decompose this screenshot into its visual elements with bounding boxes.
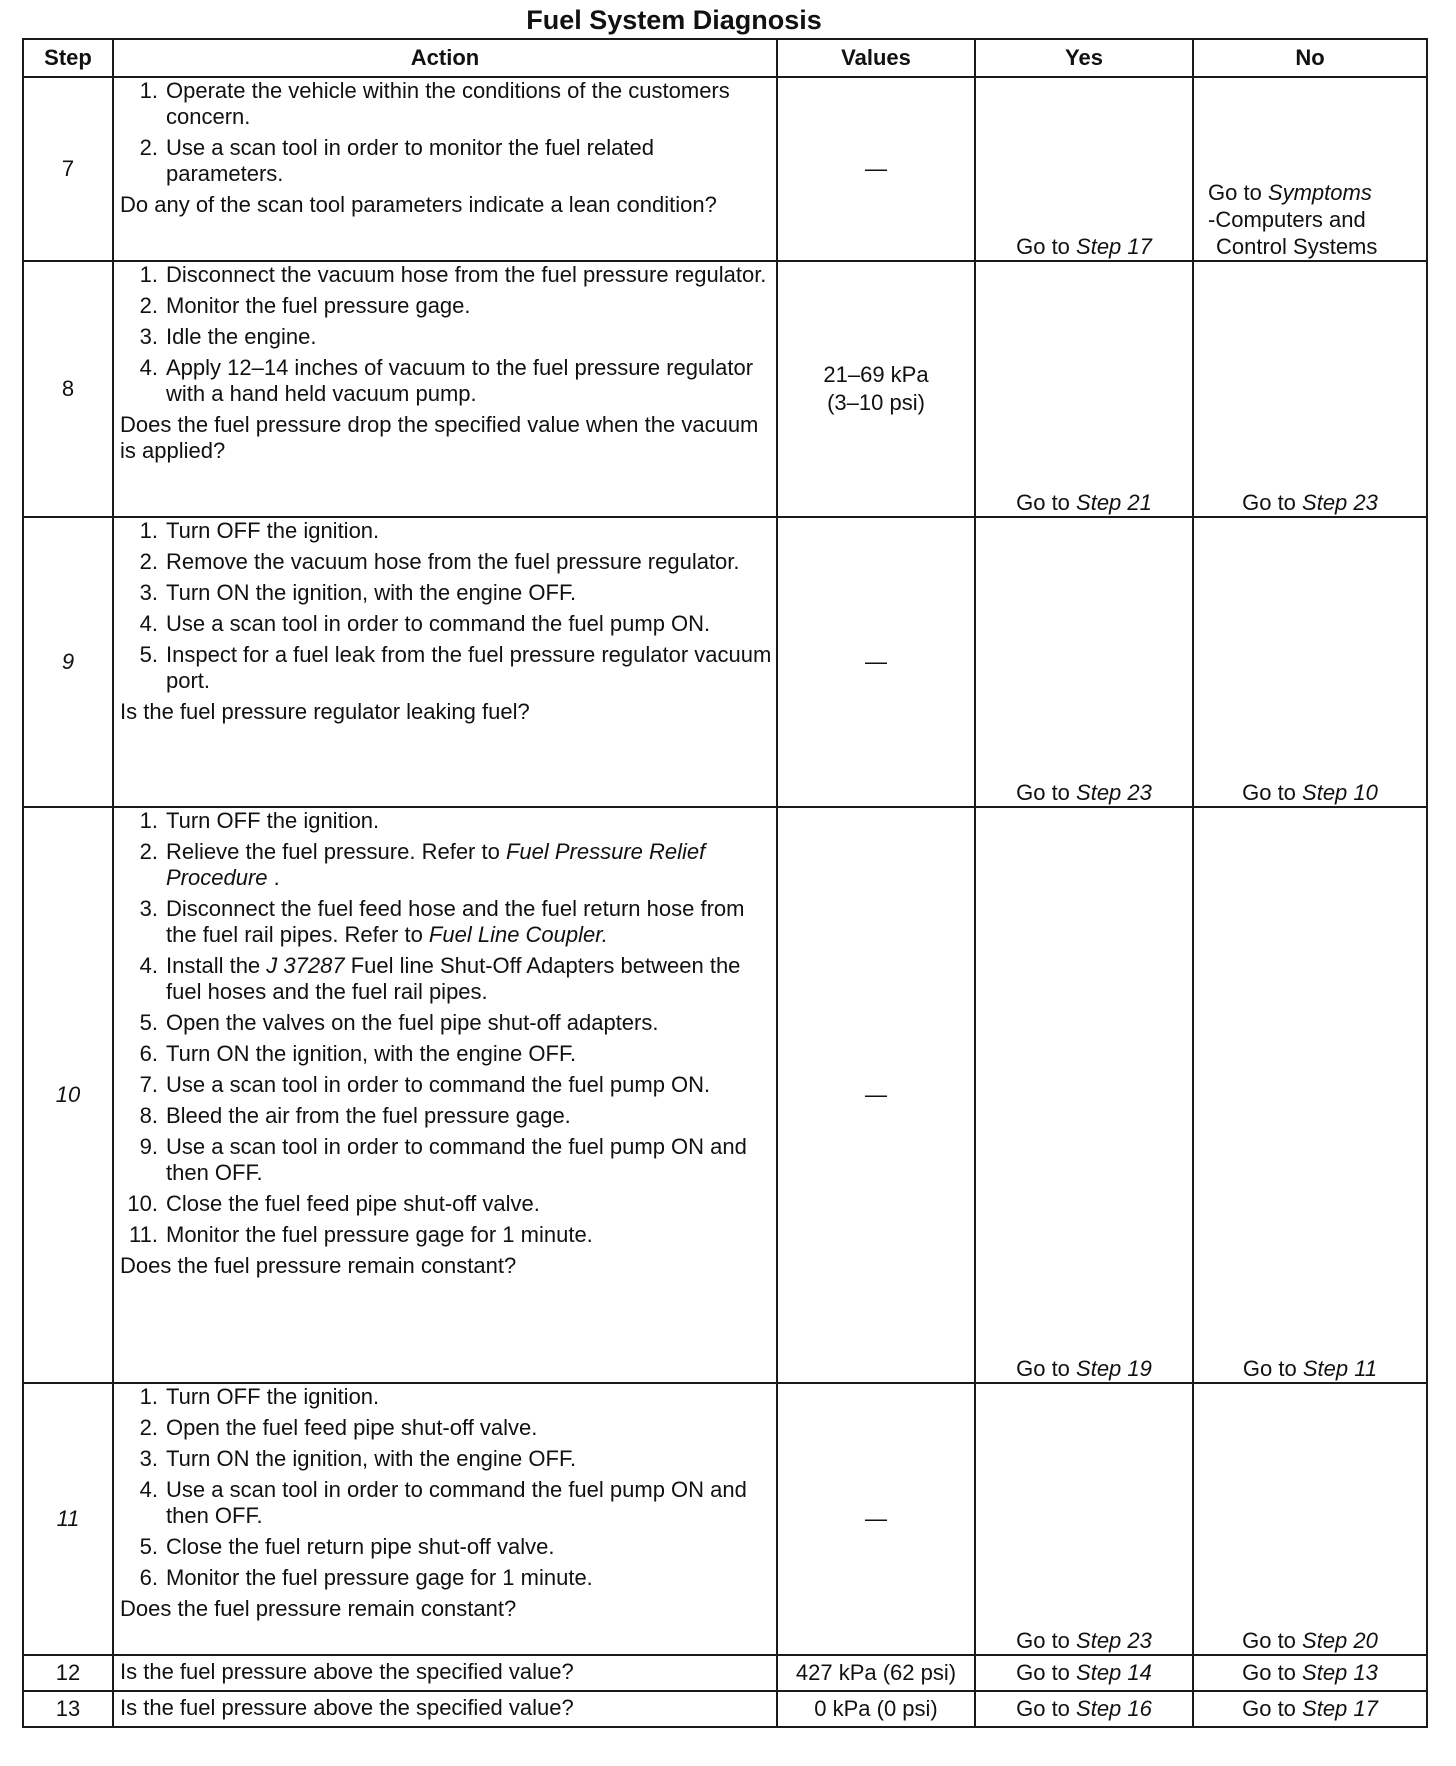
item-text-end: . (267, 865, 280, 890)
list-item (114, 1103, 776, 1129)
item-text: Disconnect the vacuum hose from the fuel pressure regulator. (166, 262, 767, 287)
item-text: Install the (166, 953, 267, 978)
goto-text: Go to (1016, 1628, 1077, 1653)
action-cell (113, 1383, 777, 1655)
step-reference[interactable]: Step 11 (1302, 1356, 1378, 1381)
table-row (23, 1383, 1427, 1655)
item-text: Apply 12–14 inches of vacuum to the fuel pressure regulator with a hand held vacuum pump. (166, 355, 754, 406)
question-text: Does the fuel pressure remain constant? (120, 1253, 517, 1278)
list-item (114, 355, 776, 407)
item-number: 5. (139, 642, 158, 667)
table-row (23, 1691, 1427, 1727)
item-text: Operate the vehicle within the conditions of the customers concern. (166, 78, 730, 129)
item-number: 4. (139, 611, 158, 636)
item-text: Open the valves on the fuel pipe shut-off adapters. (166, 1010, 659, 1035)
no-cell (1193, 1383, 1427, 1655)
goto-text: Go to (1016, 1696, 1077, 1721)
list-item (114, 1415, 776, 1441)
item-text: Turn ON the ignition, with the engine OFF. (166, 1041, 577, 1066)
table-row (23, 77, 1427, 261)
item-number: 7. (139, 1072, 158, 1097)
list-item (114, 642, 776, 694)
item-number: 1. (139, 808, 158, 833)
item-text: Relieve the fuel pressure. Refer to (166, 839, 506, 864)
item-number: 6. (139, 1565, 158, 1590)
item-number: 1. (139, 518, 158, 543)
step-number: 9 (23, 517, 113, 807)
item-number: 5. (139, 1534, 158, 1559)
table-row (23, 1655, 1427, 1691)
goto-text: Go to (1242, 490, 1303, 515)
list-item (114, 808, 776, 834)
item-number: 3. (139, 324, 158, 349)
values-cell: 0 kPa (0 psi) (777, 1691, 975, 1727)
action-cell (113, 517, 777, 807)
goto-text: Go to (1242, 780, 1303, 805)
action-cell (113, 807, 777, 1383)
list-item (114, 1134, 776, 1186)
values-cell: — (777, 77, 975, 261)
header-action: Action (113, 39, 777, 77)
action-list (114, 518, 776, 694)
action-list (114, 262, 776, 407)
action-list (114, 78, 776, 187)
list-item (114, 1477, 776, 1529)
list-item (114, 135, 776, 187)
action-list (114, 808, 776, 1248)
action-list (114, 1384, 776, 1591)
values-cell (777, 261, 975, 517)
table-row (23, 517, 1427, 807)
question-text: Does the fuel pressure drop the specified value when the vacuum is applied? (120, 412, 759, 463)
goto-text: Go to (1242, 1660, 1303, 1685)
yes-cell (975, 517, 1193, 807)
item-text: Open the fuel feed pipe shut-off valve. (166, 1415, 538, 1440)
header-no: No (1193, 39, 1427, 77)
action-cell (113, 77, 777, 261)
item-number: 4. (139, 1477, 158, 1502)
list-item (114, 1191, 776, 1217)
no-cell (1193, 517, 1427, 807)
step-reference[interactable]: Step 13 (1302, 1660, 1378, 1685)
item-text: Use a scan tool in order to command the fuel pump ON and then OFF. (166, 1134, 747, 1185)
item-text: Disconnect the fuel feed hose and the fuel return hose from the fuel rail pipes. Refer to (166, 896, 745, 947)
step-number: 10 (23, 807, 113, 1383)
item-text: Turn OFF the ignition. (166, 1384, 380, 1409)
item-text: Use a scan tool in order to command the fuel pump ON. (166, 611, 711, 636)
list-item (114, 953, 776, 1005)
tool-reference[interactable]: J 37287 (266, 953, 345, 978)
yes-cell (975, 807, 1193, 1383)
list-item (114, 611, 776, 637)
item-number: 3. (139, 896, 158, 921)
step-reference[interactable]: Step 23 (1076, 1628, 1152, 1653)
list-item (114, 78, 776, 130)
item-number: 2. (139, 1415, 158, 1440)
item-number: 2. (139, 839, 158, 864)
item-number: 3. (139, 580, 158, 605)
values-cell: 427 kPa (62 psi) (777, 1655, 975, 1691)
item-text: Use a scan tool in order to command the fuel pump ON. (166, 1072, 711, 1097)
header-values: Values (777, 39, 975, 77)
item-number: 2. (139, 549, 158, 574)
item-number: 8. (139, 1103, 158, 1128)
question-text: Is the fuel pressure regulator leaking fuel? (120, 699, 530, 724)
item-number: 11. (129, 1222, 158, 1247)
step-reference[interactable]: Step 23 (1076, 780, 1152, 805)
item-text: Monitor the fuel pressure gage. (166, 293, 471, 318)
goto-text: Go to (1242, 1696, 1303, 1721)
item-number: 1. (139, 1384, 158, 1409)
goto-text: Go to (1242, 1356, 1303, 1381)
step-reference[interactable]: Step 16 (1076, 1696, 1152, 1721)
header-row (23, 39, 1427, 77)
yes-cell (975, 1691, 1193, 1727)
values-cell: — (777, 807, 975, 1383)
step-reference[interactable]: Step 14 (1076, 1660, 1152, 1685)
item-text: Monitor the fuel pressure gage for 1 minute. (166, 1222, 593, 1247)
item-text: Turn ON the ignition, with the engine OFF. (166, 1446, 577, 1471)
yes-cell (975, 1655, 1193, 1691)
step-number: 12 (23, 1655, 113, 1691)
item-text: Remove the vacuum hose from the fuel pressure regulator. (166, 549, 740, 574)
step-number: 7 (23, 77, 113, 261)
value-kpa: 21–69 kPa (823, 362, 929, 387)
list-item (114, 293, 776, 319)
item-text: Use a scan tool in order to command the fuel pump ON and then OFF. (166, 1477, 747, 1528)
values-cell: — (777, 1383, 975, 1655)
no-cell (1193, 261, 1427, 517)
item-text: Turn OFF the ignition. (166, 808, 380, 833)
action-cell (113, 1655, 777, 1691)
question-text: Is the fuel pressure above the specified value? (120, 1695, 574, 1720)
goto-text: Go to (1016, 1356, 1077, 1381)
step-reference[interactable]: Step 10 (1302, 780, 1378, 805)
table-row (23, 261, 1427, 517)
item-number: 9. (139, 1134, 158, 1159)
procedure-reference[interactable]: Fuel Pressure Relief Procedure (166, 839, 706, 890)
page-title: Fuel System Diagnosis (526, 5, 822, 35)
list-item (114, 549, 776, 575)
procedure-reference[interactable]: Fuel Line Coupler. (428, 922, 608, 947)
goto-text: Go to (1016, 780, 1077, 805)
item-number: 5. (139, 1010, 158, 1035)
item-number: 3. (139, 1446, 158, 1471)
step-number: 11 (23, 1383, 113, 1655)
item-number: 1. (139, 262, 158, 287)
item-number: 10. (127, 1191, 158, 1216)
list-item (114, 1222, 776, 1248)
list-item (114, 1384, 776, 1410)
list-item (114, 1072, 776, 1098)
item-text: Idle the engine. (166, 324, 317, 349)
action-cell (113, 1691, 777, 1727)
step-number: 8 (23, 261, 113, 517)
list-item (114, 1010, 776, 1036)
item-number: 2. (139, 135, 158, 160)
step-reference[interactable]: Step 19 (1076, 1356, 1152, 1381)
item-text: Monitor the fuel pressure gage for 1 minute. (166, 1565, 593, 1590)
list-item (114, 1565, 776, 1591)
list-item (114, 262, 776, 288)
no-cell (1193, 807, 1427, 1383)
list-item (114, 839, 776, 891)
item-text: Inspect for a fuel leak from the fuel pressure regulator vacuum port. (166, 642, 772, 693)
item-text: Close the fuel feed pipe shut-off valve. (166, 1191, 540, 1216)
list-item (114, 896, 776, 948)
no-cell (1193, 77, 1427, 261)
list-item (114, 1446, 776, 1472)
list-item (114, 1534, 776, 1560)
step-reference[interactable]: Step 21 (1076, 490, 1152, 515)
question-text: Is the fuel pressure above the specified value? (120, 1659, 574, 1684)
yes-cell (975, 261, 1193, 517)
header-yes: Yes (975, 39, 1193, 77)
item-text: Turn ON the ignition, with the engine OFF. (166, 580, 577, 605)
table-row (23, 807, 1427, 1383)
goto-text: Go to (1242, 1628, 1303, 1653)
list-item (114, 1041, 776, 1067)
step-reference[interactable]: Step 20 (1302, 1628, 1378, 1653)
value-psi: (3–10 psi) (827, 390, 925, 415)
header-step: Step (23, 39, 113, 77)
item-text: Close the fuel return pipe shut-off valve. (166, 1534, 555, 1559)
yes-cell (975, 1383, 1193, 1655)
reference-line: Control Systems (1216, 234, 1378, 259)
item-number: 4. (139, 355, 158, 380)
no-cell (1193, 1655, 1427, 1691)
item-number: 1. (139, 78, 158, 103)
reference-line: -Computers and (1208, 207, 1366, 232)
item-number: 2. (139, 293, 158, 318)
diagnosis-table (22, 38, 1428, 1728)
goto-text: Go to (1016, 490, 1077, 515)
step-reference[interactable]: Step 23 (1302, 490, 1378, 515)
step-reference[interactable]: Step 17 (1302, 1696, 1378, 1721)
step-number: 13 (23, 1691, 113, 1727)
goto-text: Go to (1016, 234, 1077, 259)
step-reference[interactable]: Step 17 (1076, 234, 1152, 259)
item-number: 6. (139, 1041, 158, 1066)
item-number: 4. (139, 953, 158, 978)
question-text: Does the fuel pressure remain constant? (120, 1596, 517, 1621)
no-cell (1193, 1691, 1427, 1727)
list-item (114, 518, 776, 544)
yes-cell (975, 77, 1193, 261)
list-item (114, 580, 776, 606)
symptoms-reference[interactable]: Symptoms (1267, 180, 1372, 205)
item-text: Use a scan tool in order to monitor the fuel related parameters. (166, 135, 654, 186)
values-cell: — (777, 517, 975, 807)
item-text-end: Fuel line Shut-Off Adapters between the fuel hoses and the fuel rail pipes. (166, 953, 741, 1004)
item-text: Turn OFF the ignition. (166, 518, 380, 543)
action-cell (113, 261, 777, 517)
list-item (114, 324, 776, 350)
item-text: Bleed the air from the fuel pressure gage. (166, 1103, 571, 1128)
goto-text: Go to (1208, 180, 1268, 205)
goto-text: Go to (1016, 1660, 1077, 1685)
question-text: Do any of the scan tool parameters indicate a lean condition? (120, 192, 717, 217)
